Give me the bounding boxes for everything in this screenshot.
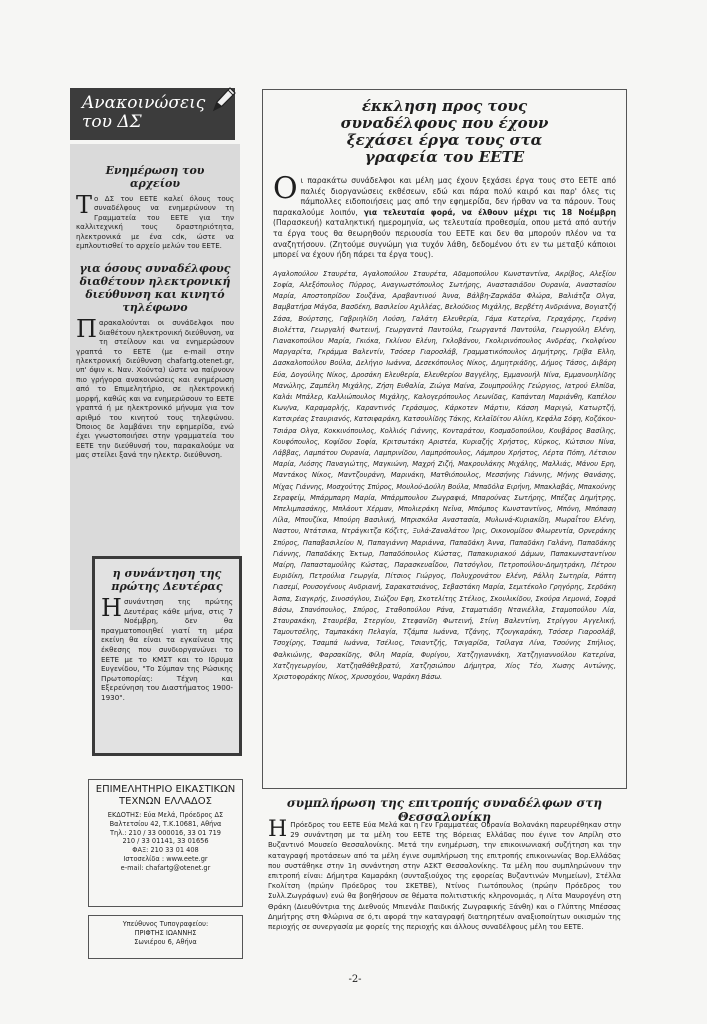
appeal-names-list: Αγαλοπούλου Σταυρέτα, Αγαλοπούλου Σταυρέτα, Αδαμοπούλου Κωνσταντίνα, Ακρίβος, Αλεξίου Σοφία, Αλεξόπουλος Πύρρος, Αναγνωστόπουλος Σωτήρης, Αναστασιάδου Ουρανία, Αναστασίου Μαρία, Αποστοπρίδου Σουζάνα, Αραβαντινού Άννα, Βάλβη-Ζαρκάδα Φλώρα, Βαλιάτζα Ολγα, Βαμβατήρα Μάγδα, Βασδέκη, Βασιλείου Αχιλλέας, Βελούδιος Μιχάλης, Βερβέτη Ανδριάννα, Βογιατζή Σάσα, Βούρτσης, Γαβριηλίδη Λούση, Γαλάτη Ελευθερία, Γάμα Κατερίνα, Γεραχάρης, Γεράνη Βιολέττα, Γεωργαλή Φωτεινή, Γεωργαντά Παντούλα, Γεωργαντά Παντούλα, Γεωργούλη Ελένη, Γιανακοπούλου Μαρία, Γκιόκα, Γκλίνου Ελένη, Γκλοβάνου, Γκολιρινόπουλος Ανδρέας, Γκολφίνου Μαργαρίτα, Γκράμμα Βαλεντίν, Τσόσερ Γιαροσλάβ, Γραμματικόπουλος Δημήτρης, Γρίβα Ελλη, Δασκαλοπούλου Βούλα, Δελήγιο Ιωάννα, Δεσεκόπουλος Νίκος, Δημητριάδης, Δήμος Τάσος, Διβάρη Εύα, Δογούλης Νίκος, Δροσάκη Ελευθερία, Ελευθερίου Βαγγέλης, Εμμανουήλ Νίνα, Εμμανουηλίδης Μανώλης, Ζαμπέλη Μιχάλης, Ζήση Ευθαλία, Ζιώγα Μαίνα, Ζουμπρούλης Γεώργιος, Ιατρού Ελπίδα, Καλάι Μπάλερ, Καλλιώπουλος Μιχάλης, Καλογερόπουλος Λεωνίδας, Καπάνταη Μαριάνθη, Καπέλου Κων/να, Καραμαρλής, Καραντινός Γεράσιμος, Κάρκοτεν Μάρτιν, Κάσση Μαριγώ, Κατωρτζή, Κατσιρέας Σταυριανός, Κατσιφαράκη, Κατσουλίδης Τάκης, Κελαϊδίτου Αλίκη, Κεφάλα Σόφη, Κοζάκου-Τσιάρα Ολγα, Κοκκινόπουλος, Κολλιός Γιάννης, Κονταράτου, Κοσμαδοπούλου, Κουβάρος Βασίλης, Κουφόπουλος, Κοψίδου Σοφία, Κριτσωτάκη Αριστέα, Κυριαζής Χρήστος, Κύρκος, Κώτσιου Νίνα, Λάββας, Λαμπάτου Ουρανία, Λαμπρινίδου, Λαμπρόπουλος, Λάμπρου Χρήστος, Λέρτα Πόπη, Λέτσιου Μαρία, Λιόσης Παναγιώτης, Μαγκιώνη, Μαχρή Ζιζή, Μακρουλάκης Μιχάλης, Μαλλιάς, Μάνου Ερη, Μαντάκος Νίκος, Μαντζουράνη, Μαρινάκη, Ματθιόπουλος, Μεσσήνης Γιάννης, Μήνης Θανάσης, Μίχας Γιάννης, Μοσχούτης Σπύρος, Μουλού-Δούλη Βούλα, Μπαδόλα Ειρήνη, Μπακλαβάς, Μπακούνης Σεραφείμ, Μπάρμπαρη Μαρία, Μπάρμπουλου Ζωγραφιά, Μπαρούνας Σωτήρης, Μπέζας Δημήτρης, Μπελιμπασάκης, Μπλάουτ Χέρμαν, Μπολιεράκη Νεϊνα, Μπόμπος Κωνσταντίνος, Μπόνη, Μπόπαση Λίλα, Μπουζίκα, Μπούρη Βασιλική, Μπρισκόλα Αναστασία, Μυλωνά-Κυριακίδη, Μωραΐτου Ελένη, Ναστου, Ντάτσικα, Ντράγκιτζα Κόζιτς, Ξυλά-Ζαναλάτου Ίρις, Οικονομίδου Φλωρεντία, Ορνεράκης Σπύρος, Παπαβασιλείου Ν, Παπαγιάννη Μαριάννα, Παπαδάκη Άννα, Παπαδάκη Γαλάνη, Παπαδάκης Γιάννης, Παπαδάκης Έκτωρ, Παπαδόπουλος Κώστας, Παπακυριακού Δάμων, Παπακωνσταντίνου Μαίρη, Παπασταμούλης Κώστας, Παρασκευαΐδου, Πατσόγλου, Πετροπούλου-Δημητράκη, Πέτρου Ευριδίκη, Πετρούλια Γεωργία, Πίτσιος Γιώργος, Πολυχρονάτου Ελένη, Ράλλη Σωτηρία, Ράπτη Γιασεμί, Ρουσογένους Ανδριανή, Σαρακατσιάνος, Σεβαστάκη Μαρία, Σεμιτέκολο Γρηγόρης, Σερδάκη Άσπα, Σιαγκρής, Σινοσόγλου, Σιώζου Εφη, Σκοτελίτης Στέλιος, Σκουλικίδου, Σκούρα Λεμονιά, Σοφρά Βάσω, Σπανόπουλος, Σπύρος, Σταθοπούλου Ράνα, Σταματιάδη Ντανιέλλα, Σταμοπούλου Λία, Σταυρακάκη, Σταυρέβα, Στεργίου, Στεφανίδη Φωτεινή, Στίνη Βαλεντίνη, Στρίγγου Αγγελική, Ταμουτσέλης, Ταμπακάκη Πελαγία, Τζάμπα Ιωάννα, Τζάνης, Τζουγκαράκη, Τσόσερ Γιαροσλάβ, Τσοχίρης, Τσαμπά Ιωάννα, Τσέλιος, Τσιαντζής, Τσιγαρίδα, Τσίλαγα Λίνα, Τσούνης Σπήλιος, Φαλκιώνης, Φαρσακίδης, Φίλη Μαρία, Φυρίγου, Χατζηγιαννάκη, Χατζηγιαννούλου Κατερίνα, Χατζηγεωργίου, Χατζηαθάθεβρατύ, Χατζησιώπου Δήμητρα, Χίος Τέο, Χωσης Αντώνης, Χριστοφοράκης Νίκος, Χρυσοχόου, Ψαράκη Βάσω. <box>273 269 616 682</box>
email-section-text <box>76 315 234 460</box>
appeal-intro <box>273 171 616 261</box>
printer-box <box>88 915 243 959</box>
printer-line: ΠΡΙΦΤΗΣ ΙΩΑΝΝΗΣ <box>134 929 197 937</box>
appeal-dropcap: Ο <box>273 171 298 206</box>
publisher-line: Τηλ.: 210 / 33 000016, 33 01 719 <box>110 828 221 837</box>
committee-article <box>262 817 627 932</box>
monday-dropcap: Η <box>101 594 122 622</box>
publisher-line: ΕΚΔΟΤΗΣ: Εύα Μελά, Πρόεδρος ΔΣ <box>107 811 224 819</box>
monday-section-text <box>101 594 233 703</box>
email-text: αρακαλούνται οι συνάδελφοι που διαθέτουν ηλεκτρονική διεύθυνση, να τη στείλουν και να ενημερώσουν γραπτά το ΕΕΤΕ (με e-mail στην ηλεκτρονική διεύθυνση chafartg.otenet.gr, υπ' όψιν κ. Ναν. Χούντα) ώστε να παίρνουν πιο γρήγορα ανακοινώσεις και ενημέρωση από το Επιμελητήριο, σε ηλεκτρονική μορφή, καθώς και να ενημερώσουν το ΕΕΤΕ γραπτά ή με ηλεκτρονικό μήνυμα για τον αριθμό του κινητού τους τηλεφώνου. Όποιος δε λαμβάνει την εφημερίδα, ενώ έχει γνωστοποιήσει στην γραμματεία του ΕΕΤΕ την διεύθυνσή του, παρακαλούμε να μας στείλει ξανά την ηλεκτρ. διεύθυνση. <box>76 318 234 460</box>
committee-text: Πρόεδρος του ΕΕΤΕ Εύα Μελά και η Γεν Γραμματέας Ουρανία Βολανάκη παρευρέθηκαν στην 29 συνάντηση με τα μέλη του ΕΕΤΕ της Βόρειας Ελλάδας που έγινε τον Απρίλη στο Βυζαντινό Μουσείο Θεσσαλονίκης. Μετά την ενημέρωση, την επικοινωνιακή συζήτηση και την καταγραφή προτάσεων από τα μέλη έγινε συμπλήρωση της επιτροπής επικοινωνίας Βορ.Ελλάδας που συστάθηκε στην 1η συνάντηση στην ΑΣΚΤ Θεσσαλονίκης. Τα μέλη που συμπληρώνουν την επιτροπή είναι: Δήμητρα Καμαράκη (συνταξιούχος της εφορείας Βυζαντινών Μνημείων), Στέλλα Γκολίτση (πρώην Πρόεδρος του ΣΚΕΤΒΕ), Ντίνος Γιωτόπουλος (πρώην Πρόεδρος του Συλλ.Ζωγράφων) ενώ θα βοηθήσουν σε θέματα πολιτιστικής κληρονομιάς, η Λίτα Μαυρογένη στη Θράκη (Διευθύντρια της Διεθνούς Μπιενάλε Παιδικής Ζωγραφικής Ξάνθη) και ο Γλύπτης Μπέσσας Δημήτρης στη Φλώρινα σε ό,τι αφορά την καταγραφή διατηρητέων αναξιοποίητων οικισμών της περιοχής σε συνεργασία με φορείς της περιοχής και άλλους συναδέλφους μέλη του ΕΕΤΕ. <box>268 821 621 932</box>
appeal-deadline: για τελευταία φορά, να έλθουν μέχρι τις 18 Νοέμβρη <box>363 207 616 217</box>
monday-text: συνάντηση της πρώτης Δευτέρας κάθε μήνα, στις 7 Νοέμβρη, δεν θα πραγματοποιηθεί γιατί τη μέρα εκείνη θα είναι τα εγκαίνεια της έκθεσης που συνδιοργανώνει το ΕΕΤΕ με το ΚΜΣΤ και το Ιδρυμα Ευγενίδου, "Το Σύμπαν της Ρώσικης Πρωτοπορίας: Τέχνη και Εξερεύνηση του Διαστήματος 1900-1930". <box>101 597 233 702</box>
email-dropcap: Π <box>76 315 97 344</box>
publisher-line: Βαλτετσίου 42, Τ.Κ.10681, Αθήνα <box>109 819 222 828</box>
pen-icon <box>208 84 238 114</box>
appeal-text-after: (Παρασκευή) καταληκτική ημερομηνία, ως τελευταία προθεσμία, οπου μετά από αυτήν τα έργα τους θα θεωρηθούν περιουσία του ΕΕΤΕ και δεν θα μπορούν πλέον να τα αναζητήσουν. (Ζητούμε συγνώμη για τυχόν λάθη, δεδομένου ότι εν τω μεταξύ κάποιοι μπορεί να έχουν ήδη πάρει τα έργα τους). <box>273 218 616 260</box>
printer-line: Υπεύθυνος Τυπογραφείου: <box>122 920 209 928</box>
monday-section-title: η συνάντηση της πρώτης Δευτέρας <box>111 567 223 593</box>
publisher-line: 210 / 33 01141, 33 01656 <box>122 837 209 846</box>
publisher-line: ΦΑΞ: 210 33 01 408 <box>132 846 199 855</box>
committee-title: συμπλήρωση της επιτροπής συναδέλφων στη Θεσσαλονίκη <box>286 796 603 824</box>
announcements-header-text: Ανακοινώσεις του ΔΣ <box>82 93 206 132</box>
publisher-email: e-mail: chafartg@otenet.gr <box>120 863 211 872</box>
archive-dropcap: Τ <box>76 191 93 219</box>
appeal-title: έκκληση προς τους συναδέλφους που έχουν ξεχάσει έργα τους στα γραφεία του ΕΕΤΕ <box>340 97 549 166</box>
appeal-text-before: ι παρακάτω συνάδελφοι και μέλη μας έχουν ξεχάσει έργα τους στο ΕΕΤΕ από παλιές διοργανώσεις εκθέσεων, εδώ και πάρα πολύ καιρό και παρ' όλες τις πάμπολλες ειδοποιήσεις μας από την εφημερίδα, δεν ήρθαν να τα πάρουν. Τους παρακαλούμε λοιπόν, <box>273 176 616 217</box>
appeal-article <box>262 89 627 789</box>
publisher-box <box>88 779 243 907</box>
committee-dropcap: Η <box>268 817 288 842</box>
email-section-title: για όσους συναδέλφους διαθέτουν ηλεκτρονική διεύθυνση και κινητό τηλέφωνο <box>79 262 231 315</box>
archive-section-text <box>76 191 234 251</box>
printer-line: Σωνιέρου 6, Αθήνα <box>134 938 197 946</box>
page-number: -2- <box>348 974 362 985</box>
archive-section-title: Ενημέρωση του αρχείου <box>105 164 205 190</box>
publisher-website: Ιστοσελίδα : www.eete.gr <box>123 854 208 863</box>
publisher-title: ΕΠΙΜΕΛΗΤΗΡΙΟ ΕΙΚΑΣΤΙΚΩΝ ΤΕΧΝΩΝ ΕΛΛΑΔΟΣ <box>95 784 236 807</box>
monday-meeting-box <box>92 556 242 756</box>
archive-text: ο ΔΣ του ΕΕΤΕ καλεί όλους τους συναδέλφους να ενημερώνουν τη Γραμματεία του ΕΕΤΕ για την καλλιτεχνική τους δραστηριότητα, ηλεκτρονικά με ένα cdκ, ώστε να εμπλουτισθεί το αρχείο μελών του ΕΕΤΕ. <box>76 194 234 251</box>
